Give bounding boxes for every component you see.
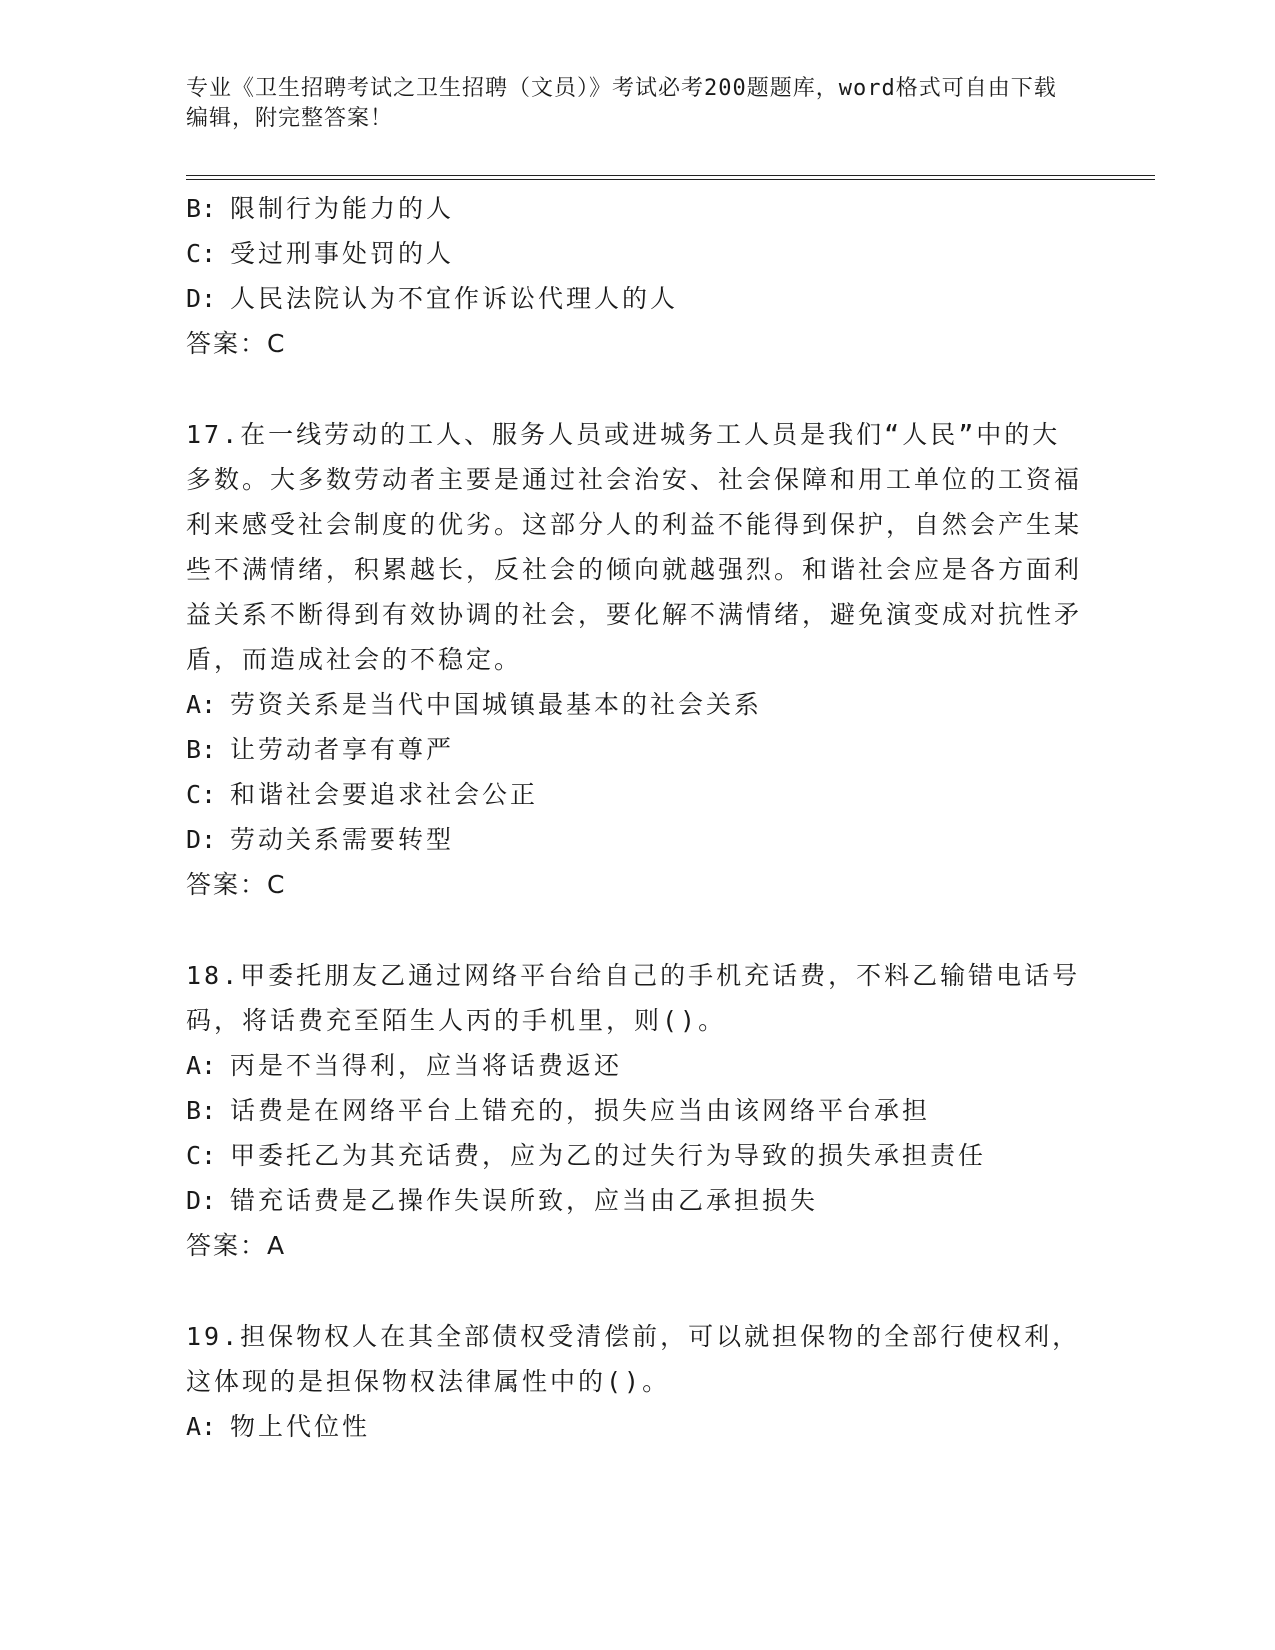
option-a	[186, 1043, 1086, 1088]
option-d	[186, 276, 1086, 321]
option-text: 丙是不当得利，应当将话费返还	[230, 1051, 623, 1080]
option-b	[186, 186, 1086, 231]
page-header-title: 专业《卫生招聘考试之卫生招聘（文员）》考试必考200题题库，word格式可自由下载编辑，附完整答案！	[186, 76, 1057, 131]
question-18	[186, 953, 1086, 1268]
option-letter: D:	[186, 1186, 217, 1215]
option-c	[186, 231, 1086, 276]
question-stem: 17.在一线劳动的工人、服务人员或进城务工人员是我们“人民”中的大多数。大多数劳动者主要是通过社会治安、社会保障和用工单位的工资福利来感受社会制度的优劣。这部分人的利益不能得到保护，自然会产生某些不满情绪，积累越长，反社会的倾向就越强烈。和谐社会应是各方面利益关系不断得到有效协调的社会，要化解不满情绪，避免演变成对抗性矛盾，而造成社会的不稳定。	[186, 420, 1083, 674]
option-text: 甲委托乙为其充话费，应为乙的过失行为导致的损失承担责任	[230, 1141, 987, 1170]
answer-value: C	[267, 329, 286, 358]
continued-question	[186, 186, 1086, 366]
option-a	[186, 1404, 1086, 1449]
option-letter: C:	[186, 239, 217, 268]
option-text: 让劳动者享有尊严	[230, 735, 455, 764]
option-letter: B:	[186, 1096, 217, 1125]
option-c	[186, 772, 1086, 817]
option-b	[186, 1088, 1086, 1133]
option-text: 话费是在网络平台上错充的，损失应当由该网络平台承担	[230, 1096, 931, 1125]
header-divider	[186, 175, 1155, 180]
option-text: 劳动关系需要转型	[230, 825, 455, 854]
option-letter: A:	[186, 1412, 217, 1441]
option-letter: A:	[186, 1051, 217, 1080]
answer-value: C	[267, 870, 286, 899]
question-19	[186, 1314, 1086, 1449]
document-body	[186, 186, 1086, 1449]
question-17	[186, 412, 1086, 907]
answer-label: 答案：	[186, 1231, 268, 1260]
option-letter: D:	[186, 825, 217, 854]
answer-line	[186, 1223, 1086, 1268]
option-a	[186, 682, 1086, 727]
answer-label: 答案：	[186, 329, 268, 358]
option-text: 受过刑事处罚的人	[230, 239, 455, 268]
option-letter: B:	[186, 735, 217, 764]
option-text: 劳资关系是当代中国城镇最基本的社会关系	[230, 690, 763, 719]
option-d	[186, 1178, 1086, 1223]
option-letter: A:	[186, 690, 217, 719]
answer-line	[186, 862, 1086, 907]
option-text: 和谐社会要追求社会公正	[230, 780, 539, 809]
option-b	[186, 727, 1086, 772]
option-letter: C:	[186, 1141, 217, 1170]
option-letter: D:	[186, 284, 217, 313]
option-c	[186, 1133, 1086, 1178]
option-letter: C:	[186, 780, 217, 809]
question-stem: 18.甲委托朋友乙通过网络平台给自己的手机充话费，不料乙输错电话号码，将话费充至陌生人丙的手机里，则()。	[186, 961, 1081, 1035]
option-text: 错充话费是乙操作失误所致，应当由乙承担损失	[230, 1186, 819, 1215]
option-text: 限制行为能力的人	[230, 194, 455, 223]
option-text: 物上代位性	[230, 1412, 371, 1441]
answer-value: A	[267, 1231, 286, 1260]
option-letter: B:	[186, 194, 217, 223]
answer-label: 答案：	[186, 870, 268, 899]
option-text: 人民法院认为不宜作诉讼代理人的人	[230, 284, 679, 313]
option-d	[186, 817, 1086, 862]
question-stem: 19.担保物权人在其全部债权受清偿前，可以就担保物的全部行使权利，这体现的是担保物权法律属性中的()。	[186, 1322, 1081, 1396]
answer-line	[186, 321, 1086, 366]
